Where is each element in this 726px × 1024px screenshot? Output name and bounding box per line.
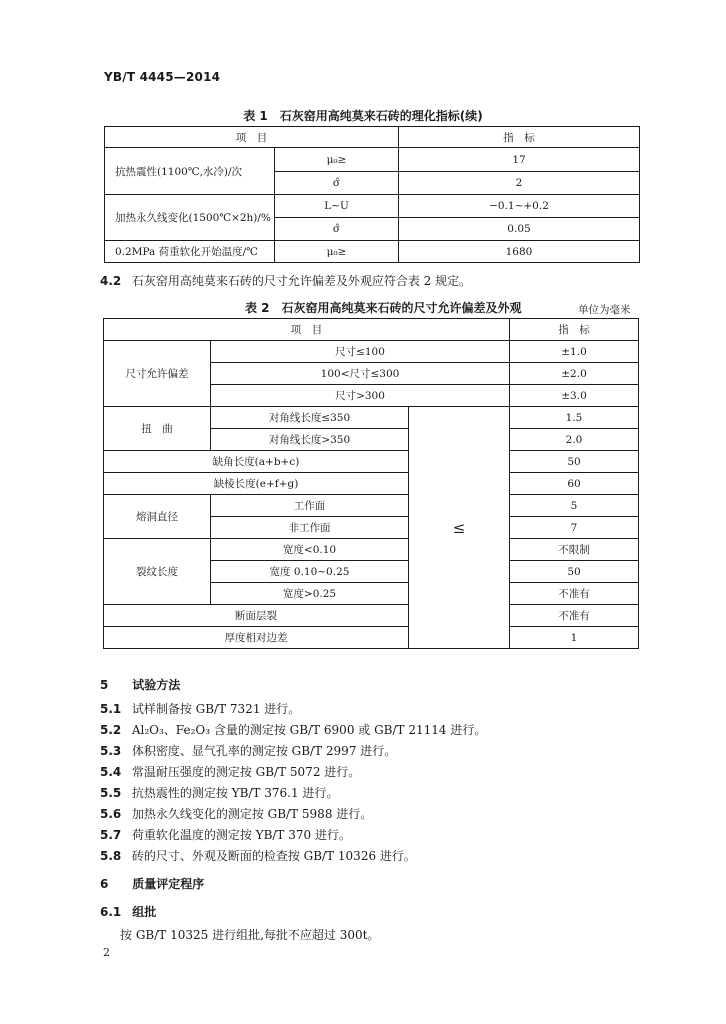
clause-5-7 (100, 826, 351, 843)
table-header-row (104, 319, 639, 341)
row-sub: L~U (275, 195, 399, 218)
section-number: 5 (100, 678, 109, 692)
paragraph-text: 石灰窑用高纯莫来石砖的尺寸允许偏差及外观应符合表 2 规定。 (131, 274, 472, 288)
row-item: 断面层裂 (104, 605, 409, 627)
clause-text: 荷重软化温度的测定按 YB/T 370 进行。 (131, 828, 351, 842)
table-row (104, 605, 639, 627)
clause-5-5 (100, 784, 338, 801)
row-value: ±1.0 (510, 341, 639, 363)
clause-text: Al₂O₃、Fe₂O₃ 含量的测定按 GB/T 6900 或 GB/T 21114 进行。 (131, 723, 487, 737)
row-value: 0.05 (399, 218, 640, 241)
row-value: 60 (510, 473, 639, 495)
clause-number: 5.4 (100, 765, 122, 779)
row-value: 5 (510, 495, 639, 517)
row-value: 不限制 (510, 539, 639, 561)
table-row (104, 451, 639, 473)
row-value: 2 (399, 172, 640, 195)
row-sub: 非工作面 (211, 517, 409, 539)
row-value: 不准有 (510, 605, 639, 627)
clause-number: 6.1 (100, 905, 122, 919)
table-row (105, 241, 640, 263)
paragraph-number: 4.2 (100, 274, 122, 288)
header-value: 指 标 (399, 127, 640, 148)
group-label: 扭 曲 (104, 407, 211, 451)
table-row (104, 539, 639, 561)
row-item: 0.2MPa 荷重软化开始温度/℃ (105, 241, 275, 263)
group-label: 熔洞直径 (104, 495, 211, 539)
page-number: 2 (103, 946, 110, 959)
row-sub: 宽度>0.25 (211, 583, 409, 605)
row-value: 1 (510, 627, 639, 649)
clause-text: 抗热震性的测定按 YB/T 376.1 进行。 (131, 786, 339, 800)
clause-5-1 (100, 700, 300, 717)
row-value: 2.0 (510, 429, 639, 451)
row-item: 缺角长度(a+b+c) (104, 451, 409, 473)
clause-number: 5.1 (100, 702, 122, 716)
row-item: 缺棱长度(e+f+g) (104, 473, 409, 495)
clause-number: 5.6 (100, 807, 122, 821)
row-value: 50 (510, 451, 639, 473)
row-value: 17 (399, 148, 640, 172)
section-title: 质量评定程序 (132, 877, 205, 891)
table-row (104, 473, 639, 495)
section5-heading (100, 676, 180, 693)
row-item: 抗热震性(1100℃,水冷)/次 (105, 148, 275, 195)
row-value: 不准有 (510, 583, 639, 605)
section-number: 6 (100, 877, 109, 891)
clause-text: 砖的尺寸、外观及断面的检查按 GB/T 10326 进行。 (131, 849, 416, 863)
group-label: 裂纹长度 (104, 539, 211, 605)
row-sub: σ̂ (275, 218, 399, 241)
row-sub: 100<尺寸≤300 (211, 363, 510, 385)
clause-5-2 (100, 721, 486, 738)
table-row (104, 495, 639, 517)
clause-number: 5.3 (100, 744, 122, 758)
table2-unit: 单位为毫米 (578, 304, 631, 316)
row-value: ±2.0 (510, 363, 639, 385)
row-value: 1.5 (510, 407, 639, 429)
clause-number: 5.8 (100, 849, 122, 863)
clause-6-1-heading (100, 903, 156, 920)
row-item: 加热永久线变化(1500℃×2h)/% (105, 195, 275, 241)
row-sub: 尺寸>300 (211, 385, 510, 407)
table-row (104, 341, 639, 363)
clause-number: 5.5 (100, 786, 122, 800)
leq-symbol: ≤ (409, 407, 510, 649)
row-sub: 尺寸≤100 (211, 341, 510, 363)
row-sub: 对角线长度>350 (211, 429, 409, 451)
section-title: 试验方法 (132, 678, 181, 692)
clause-text: 试样制备按 GB/T 7321 进行。 (131, 702, 301, 716)
row-item: 厚度相对边差 (104, 627, 409, 649)
row-sub: σ̂ (275, 172, 399, 195)
row-value: 50 (510, 561, 639, 583)
table1-caption: 表 1 石灰窑用高纯莫来石砖的理化指标(续) (243, 109, 483, 123)
clause-5-4 (100, 763, 360, 780)
clause-number: 5.2 (100, 723, 122, 737)
table-row (104, 627, 639, 649)
clause-5-8 (100, 847, 416, 864)
row-value: 1680 (399, 241, 640, 263)
clause-text: 加热永久线变化的测定按 GB/T 5988 进行。 (131, 807, 373, 821)
header-item: 项 目 (105, 127, 399, 148)
row-sub: μ₀≥ (275, 148, 399, 172)
table2 (103, 318, 639, 649)
row-sub: 对角线长度≤350 (211, 407, 409, 429)
table1 (104, 126, 640, 263)
table-row (104, 407, 639, 429)
table-row (105, 195, 640, 218)
row-value: 7 (510, 517, 639, 539)
clause-6-1-text: 按 GB/T 10325 进行组批,每批不应超过 300t。 (120, 928, 380, 942)
clause-5-3 (100, 742, 396, 759)
header-value: 指 标 (510, 319, 639, 341)
document-header: YB/T 4445—2014 (104, 70, 221, 84)
table2-caption: 表 2 石灰窑用高纯莫来石砖的尺寸允许偏差及外观 (245, 301, 522, 315)
header-item: 项 目 (104, 319, 510, 341)
row-sub: μ₀≥ (275, 241, 399, 263)
group-label: 尺寸允许偏差 (104, 341, 211, 407)
clause-text: 常温耐压强度的测定按 GB/T 5072 进行。 (131, 765, 361, 779)
row-sub: 宽度 0.10~0.25 (211, 561, 409, 583)
clause-5-6 (100, 805, 372, 822)
row-sub: 宽度<0.10 (211, 539, 409, 561)
row-value: ±3.0 (510, 385, 639, 407)
table-row (105, 148, 640, 172)
row-value: −0.1~+0.2 (399, 195, 640, 218)
table-header-row (105, 127, 640, 148)
section6-heading (100, 875, 204, 892)
clause-title: 组批 (132, 905, 157, 919)
clause-number: 5.7 (100, 828, 122, 842)
row-sub: 工作面 (211, 495, 409, 517)
paragraph-4-2 (100, 272, 471, 289)
clause-text: 体积密度、显气孔率的测定按 GB/T 2997 进行。 (131, 744, 397, 758)
